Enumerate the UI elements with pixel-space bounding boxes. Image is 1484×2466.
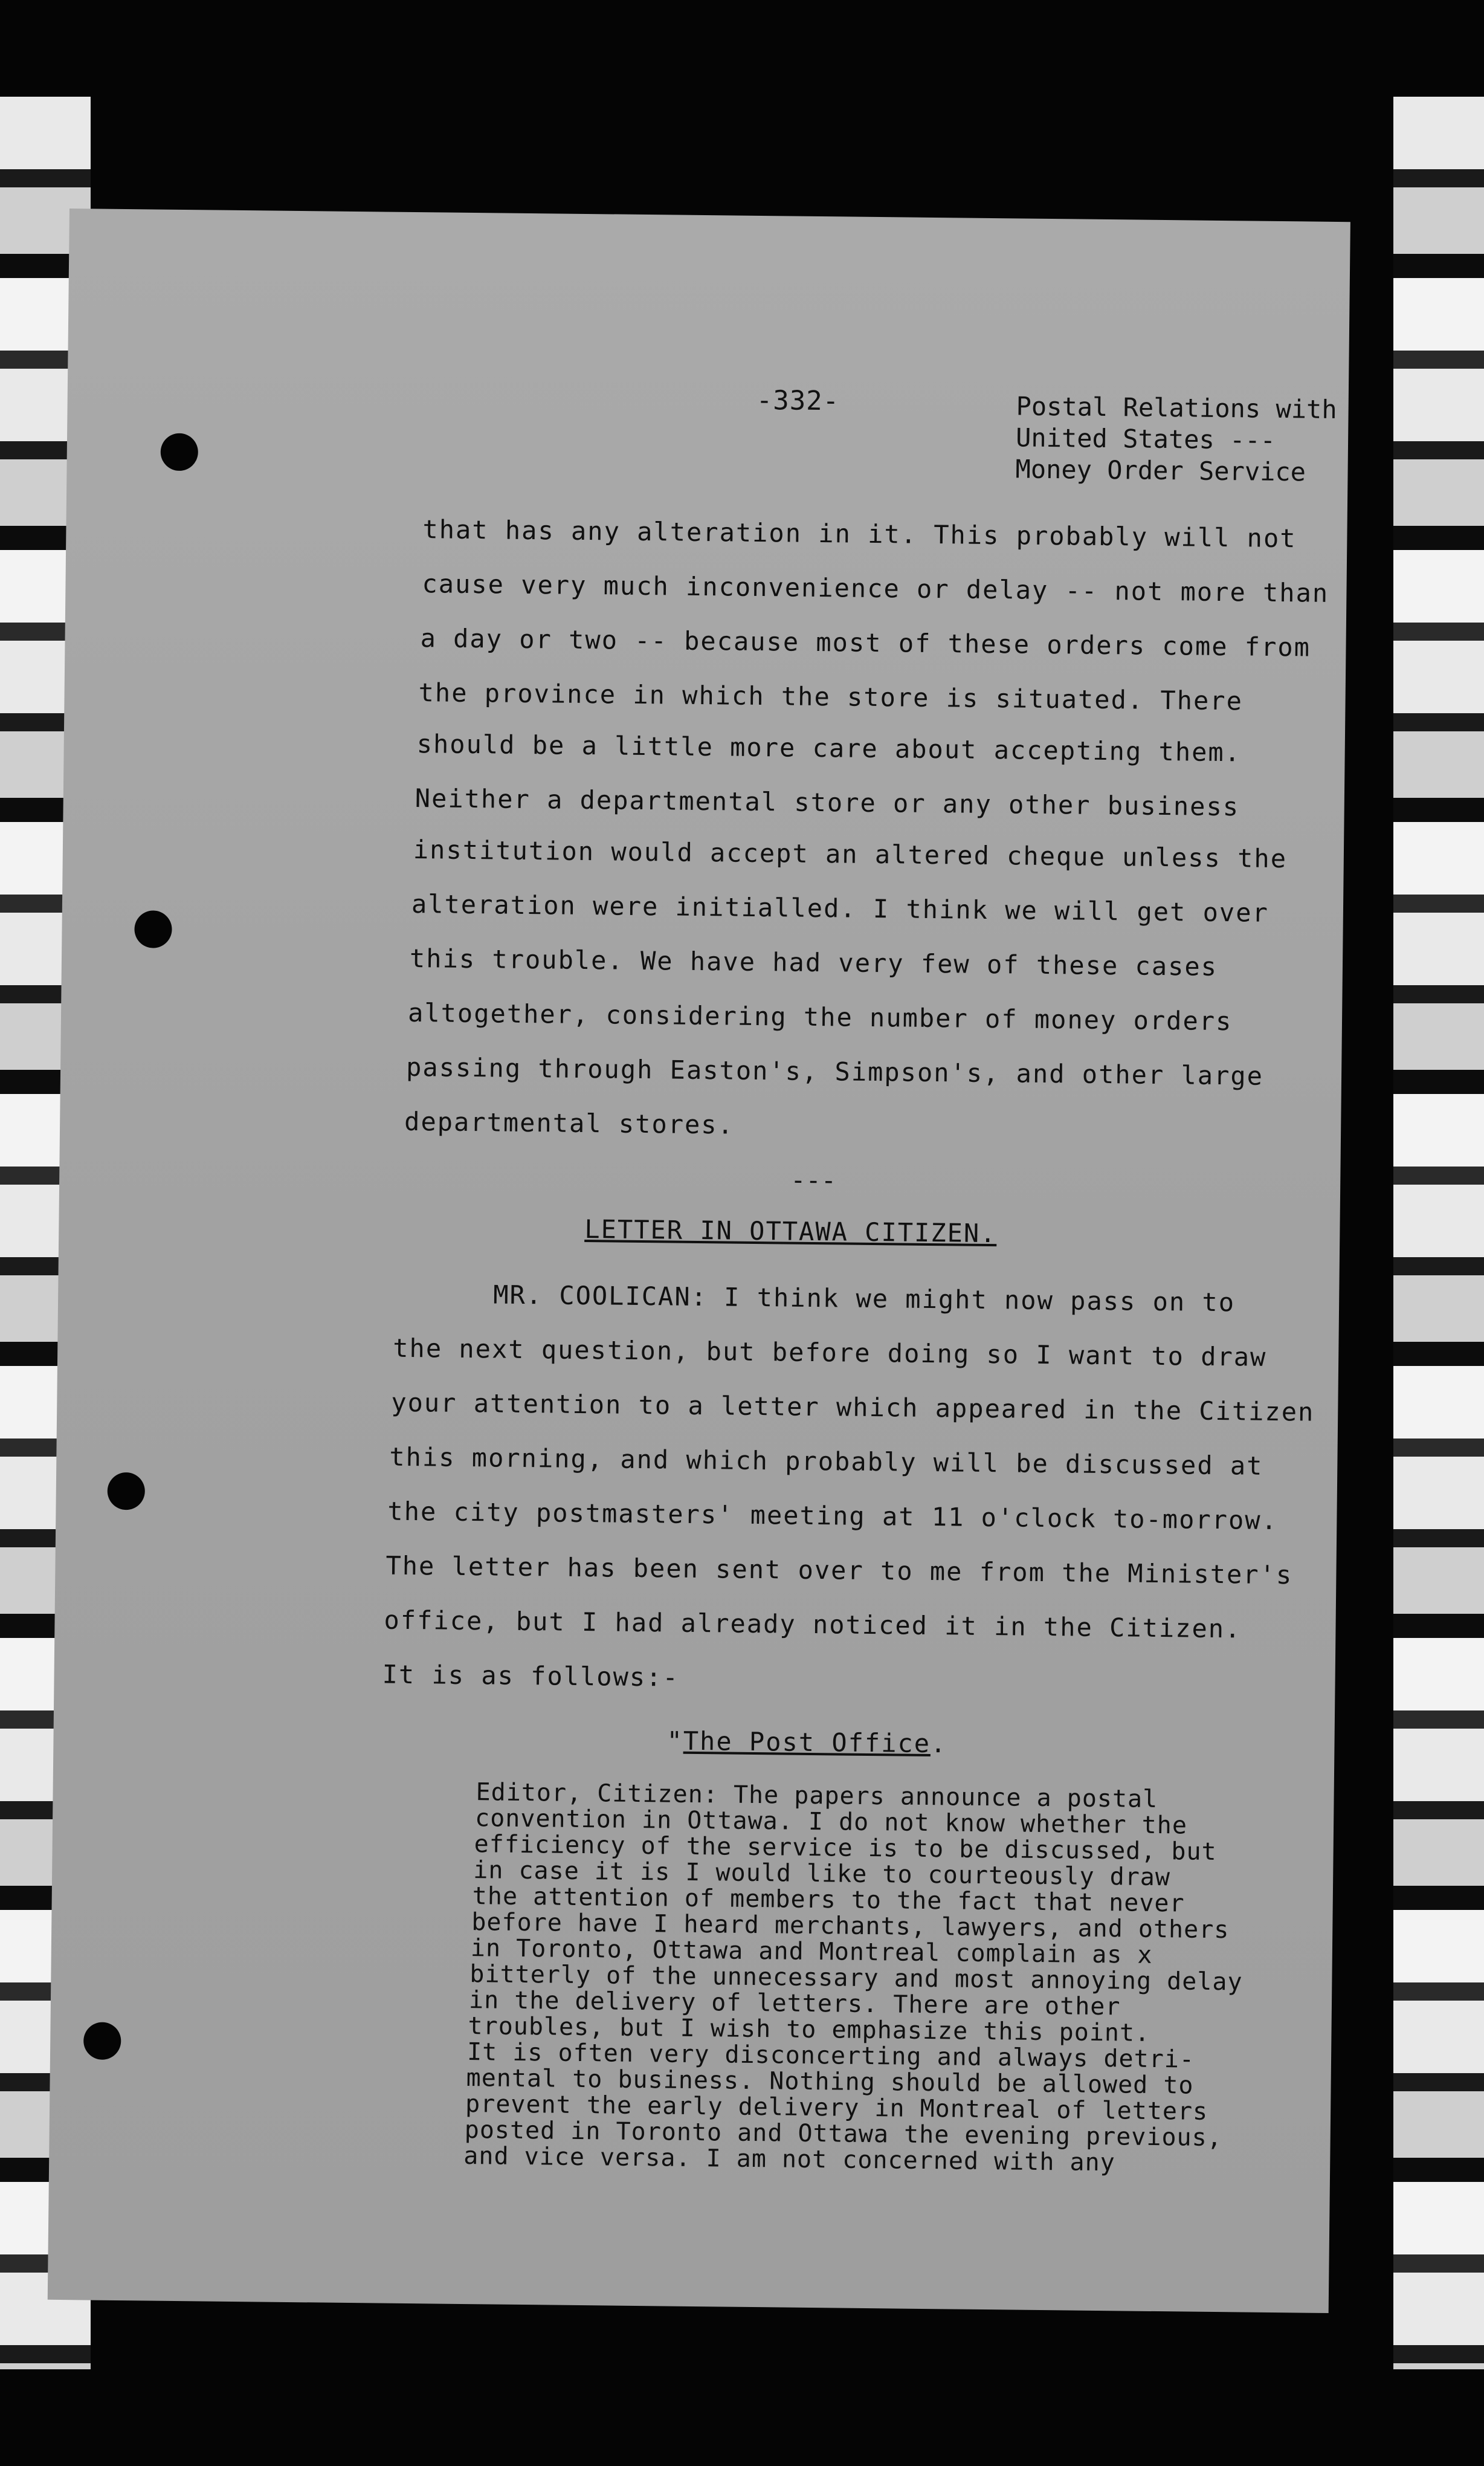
document-page <box>48 209 1350 2313</box>
text-line: departmental stores. <box>404 1106 735 1140</box>
quote-line: efficiency of the service is to be discussed, but <box>474 1830 1217 1866</box>
quote-line: convention in Ottawa. I do not know whether the <box>474 1804 1188 1840</box>
quote-line: mental to business. Nothing should be allowed to <box>466 2064 1194 2100</box>
text-line: altogether, considering the number of money orders <box>407 997 1233 1037</box>
page-number: -332- <box>756 384 840 417</box>
text-line: this morning, and which probably will be discussed at <box>389 1442 1263 1481</box>
quote-line: in the delivery of letters. There are other <box>468 1986 1121 2021</box>
quote-title-text: The Post Office <box>683 1726 931 1759</box>
separator-mark: --- <box>790 1165 837 1196</box>
text-line: should be a little more care about accepting them. <box>416 729 1242 768</box>
text-line: The letter has been sent over to me from the Minister's <box>386 1550 1293 1590</box>
text-line: your attention to a letter which appeared in the Citizen <box>391 1387 1315 1427</box>
film-strip-right <box>1393 97 1484 2369</box>
text-line: alteration were initialled. I think we will get over <box>411 888 1269 928</box>
quoted-letter-title <box>666 1726 947 1758</box>
running-head-line: Money Order Service <box>1015 454 1306 487</box>
quote-line: and vice versa. I am not concerned with any <box>463 2142 1116 2177</box>
quote-line: Editor, Citizen: The papers announce a postal <box>476 1778 1158 1814</box>
punch-hole-3 <box>107 1472 145 1510</box>
running-head-line: Postal Relations with <box>1016 391 1337 424</box>
quote-line: the attention of members to the fact that never <box>472 1882 1185 1918</box>
quote-line: bitterly of the unnecessary and most annoying delay <box>469 1960 1243 1996</box>
quote-line: prevent the early delivery in Montreal of letters <box>465 2090 1208 2126</box>
punch-hole-1 <box>160 433 198 471</box>
text-line: passing through Easton's, Simpson's, and other large <box>405 1052 1264 1091</box>
quote-title-end: . <box>930 1729 947 1759</box>
quote-line: posted in Toronto and Ottawa the evening previous, <box>464 2116 1223 2152</box>
text-line: the city postmasters' meeting at 11 o'clock to-morrow. <box>387 1496 1279 1536</box>
quote-line: It is often very disconcerting and always detri- <box>466 2038 1195 2074</box>
quote-line: in Toronto, Ottawa and Montreal complain as x <box>470 1934 1153 1969</box>
text-line: office, but I had already noticed it in the Citizen. <box>384 1605 1242 1644</box>
quote-line: before have I heard merchants, lawyers, and others <box>471 1908 1230 1944</box>
text-line: the province in which the store is situated. There <box>418 678 1244 716</box>
running-head <box>1015 390 1337 488</box>
quote-open-mark: " <box>666 1726 684 1756</box>
text-line: institution would accept an altered cheque unless the <box>413 835 1288 874</box>
text-line: the next question, but before doing so I want to draw <box>393 1333 1267 1372</box>
text-line: MR. COOLICAN: I think we might now pass on to <box>492 1280 1236 1318</box>
text-line: cause very much inconvenience or delay -- not more than <box>422 569 1329 608</box>
section-heading: LETTER IN OTTAWA CITIZEN. <box>584 1214 997 1249</box>
text-line: that has any alteration in it. This probably will not <box>422 514 1297 554</box>
quote-line: in case it is I would like to courteously draw <box>473 1856 1171 1892</box>
text-line: this trouble. We have had very few of these cases <box>409 943 1218 982</box>
text-line: It is as follows:- <box>382 1659 680 1692</box>
text-line: Neither a departmental store or any other business <box>415 783 1240 822</box>
quote-line: troubles, but I wish to emphasize this point. <box>468 2012 1150 2047</box>
punch-hole-2 <box>134 910 172 948</box>
text-line: a day or two -- because most of these orders come from <box>420 623 1311 662</box>
punch-hole-4 <box>83 2022 121 2060</box>
running-head-line: United States --- <box>1015 422 1276 455</box>
